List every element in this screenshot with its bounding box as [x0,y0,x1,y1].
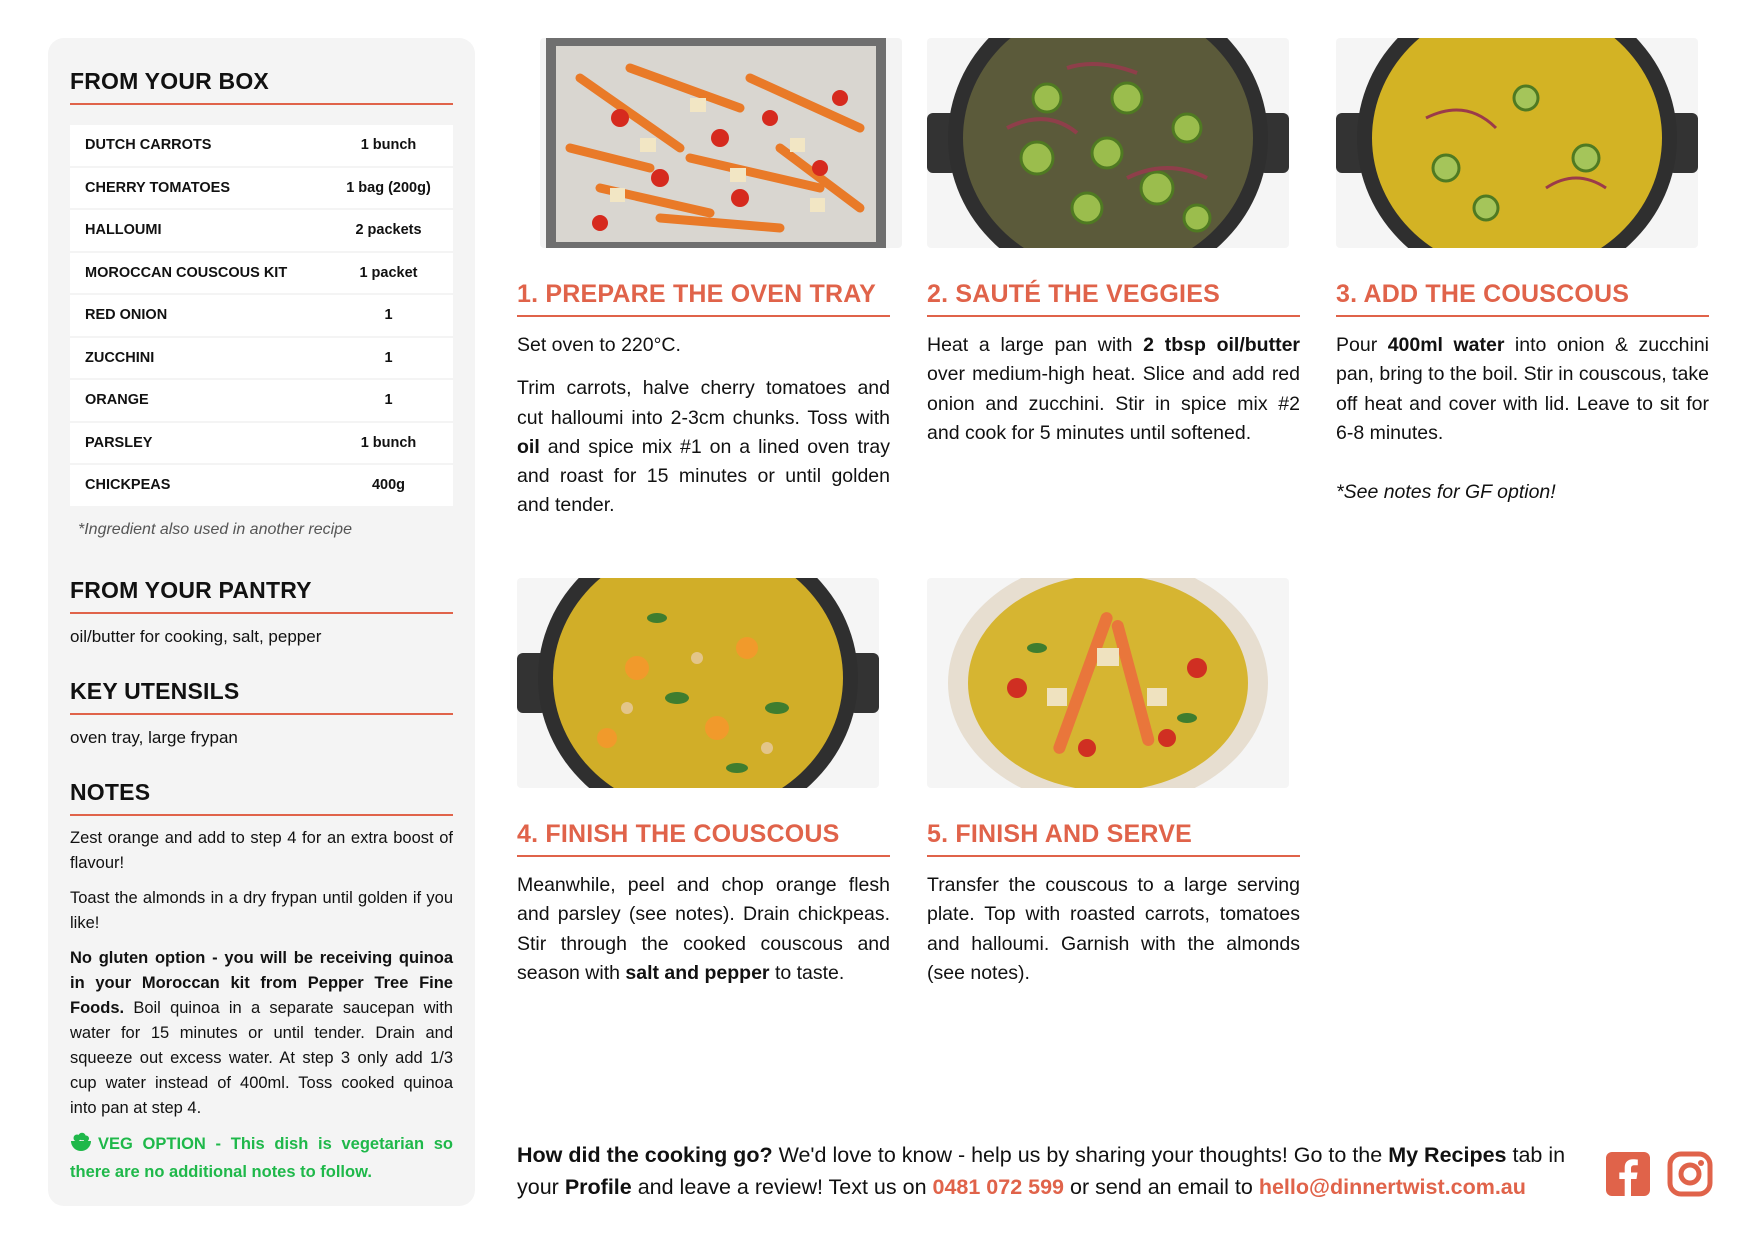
step-5 [927,578,1300,988]
step-2-text: Heat a large pan with [927,334,1144,356]
table-row [70,464,453,507]
review-prompt [517,1140,1577,1204]
table-row [70,337,453,380]
step-3-photo [1336,38,1698,248]
notes-title: NOTES [70,779,453,816]
ingredient-name: MOROCCAN COUSCOUS KIT [70,252,324,295]
step-4-text: Meanwhile, peel and chop orange flesh and parsley (see notes). Drain chickpeas. Stir through the cooked couscous and season with [517,874,890,984]
step-2-title: 2. SAUTÉ THE VEGGIES [927,280,1300,317]
ingredient-qty: 1 bunch [324,422,453,465]
step-2-text: over medium-high heat. Slice and add red onion and zucchini. Stir in spice mix #2 and cook for 5 minutes until softened. [927,363,1300,444]
ingredient-qty: 1 packet [324,252,453,295]
gf-bold-text: No gluten option - you will be receiving quinoa in your Moroccan kit from Pepper Tree Fine Foods. [70,949,453,1018]
email-link[interactable]: hello@dinnertwist.com.au [1258,1174,1526,1199]
step-3-text: into onion & zucchini pan, bring to the boil. Stir in couscous, take off heat and cover with lid. Leave to sit for 6-8 minutes. [1336,334,1710,444]
review-text: tab in your [517,1143,1566,1199]
table-row [70,294,453,337]
step-2-p1 [927,331,1300,448]
review-text: or send an email to [1064,1174,1259,1199]
pantry-text: oil/butter for cooking, salt, pepper [70,626,322,646]
step-1-body [517,331,890,521]
step-2-body [927,331,1300,448]
step-4-title: 4. FINISH THE COUSCOUS [517,820,890,857]
step-4-text: to taste. [769,961,845,984]
review-text: We'd love to know - help us by sharing your thoughts! Go to the [772,1143,1389,1167]
review-question: How did the cooking go? [517,1143,773,1167]
step-4-p1 [517,871,890,988]
step-4 [517,578,890,988]
profile-text: Profile [564,1174,632,1199]
ingredient-qty: 400g [324,464,453,507]
sidebar-content [70,38,453,1185]
instagram-icon[interactable] [1666,1150,1714,1198]
table-row [70,379,453,422]
ingredient-name: RED ONION [70,294,324,337]
step-1-bold: oil [517,435,540,458]
ingredient-name: HALLOUMI [70,209,324,252]
step-4-photo [517,578,879,788]
veg-option [70,1132,453,1185]
step-1-p1: Set oven to 220°C. [517,334,681,356]
salad-bowl-icon [70,1132,92,1160]
notes-section [70,826,453,1122]
ingredient-name: PARSLEY [70,422,324,465]
ingredient-table [70,125,453,508]
table-row [70,252,453,295]
facebook-icon[interactable] [1604,1150,1652,1198]
table-row [70,209,453,252]
step-4-bold: salt and pepper [625,961,770,984]
note-gluten-free [70,946,453,1122]
step-3-p1 [1336,331,1709,448]
table-row [70,167,453,210]
ingredient-qty: 1 [324,379,453,422]
step-1-p2 [517,374,890,520]
ingredient-qty: 1 bunch [324,125,453,167]
ingredient-name: DUTCH CARROTS [70,125,324,167]
key-utensils-title: KEY UTENSILS [70,678,453,715]
ingredient-qty: 1 [324,337,453,380]
step-2-photo [927,38,1289,248]
table-row [70,422,453,465]
ingredient-name: ZUCCHINI [70,337,324,380]
table-row [70,125,453,167]
review-text: and leave a review! Text us on [631,1174,933,1199]
gf-text: Boil quinoa in a separate saucepan with water for 15 minutes or until tender. Drain and squeeze out excess water. At step 3 only add 1/3 cup water instead of 400ml. Toss cooked quinoa into pan at step 4. [70,999,453,1118]
ingredients-sidebar [48,38,475,1206]
ingredient-name: CHERRY TOMATOES [70,167,324,210]
step-1-title: 1. PREPARE THE OVEN TRAY [517,280,890,317]
from-your-pantry-title: FROM YOUR PANTRY [70,577,453,614]
step-3-body [1336,331,1709,507]
phone-link[interactable]: 0481 072 599 [932,1174,1065,1199]
from-your-box-title: FROM YOUR BOX [70,68,453,105]
step-5-title: 5. FINISH AND SERVE [927,820,1300,857]
ingredient-qty: 1 bag (200g) [324,167,453,210]
step-5-body [927,871,1300,988]
step-1-text: Trim carrots, halve cherry tomatoes and cut halloumi into 2-3cm chunks. Toss with [517,377,890,429]
step-3-bold: 400ml water [1387,334,1505,356]
step-3-title: 3. ADD THE COUSCOUS [1336,280,1709,317]
step-3-text: Pour [1336,334,1388,356]
step-1-text: and spice mix #1 on a lined oven tray and roast for 15 minutes or until golden and tender. [517,435,890,517]
step-3 [1336,38,1709,507]
ingredient-name: ORANGE [70,379,324,422]
step-5-p1: Transfer the couscous to a large serving plate. Top with roasted carrots, tomatoes and halloumi. Garnish with the almonds (see notes). [927,874,1300,984]
step-1-photo [540,38,902,248]
step-2 [927,38,1300,448]
ingredient-name: CHICKPEAS [70,464,324,507]
utensils-text: oven tray, large frypan [70,727,238,747]
ingredient-qty: 1 [324,294,453,337]
step-3-gf-note: *See notes for GF option! [1336,481,1556,503]
ingredient-qty: 2 packets [324,209,453,252]
veg-option-text: VEG OPTION - This dish is vegetarian so there are no additional notes to follow. [70,1134,453,1181]
step-4-body [517,871,890,988]
my-recipes-text: My Recipes [1388,1143,1507,1167]
step-2-bold: 2 tbsp oil/butter [1143,334,1301,356]
step-1 [517,38,890,521]
step-5-photo [927,578,1289,788]
note-orange: Zest orange and add to step 4 for an extra boost of flavour! [70,828,453,872]
ingredient-footnote: *Ingredient also used in another recipe [78,520,352,538]
note-almonds: Toast the almonds in a dry frypan until golden if you like! [70,888,453,932]
